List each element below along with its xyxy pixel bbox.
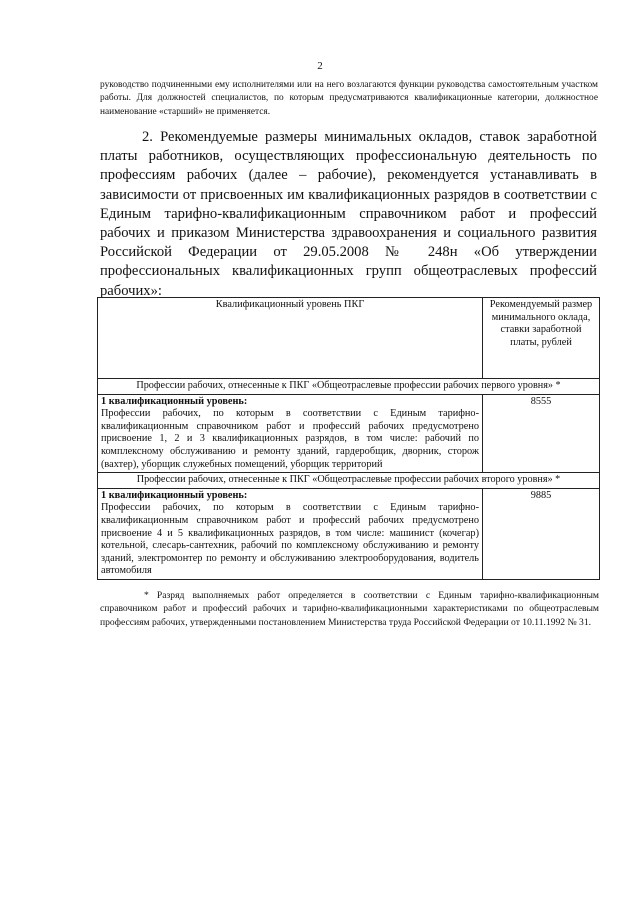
salary-value: 9885 (483, 488, 600, 579)
header-level: Квалификационный уровень ПКГ (98, 298, 483, 379)
salary-value: 8555 (483, 394, 600, 473)
intro-paragraph: руководство подчиненными ему исполнителями или на него возлагаются функции руководства самостоятельным участком работы. Для должностей специалистов, по которым предусматриваются квалификационные категории, должностное наименование «старший» не применяется. (100, 80, 598, 117)
level-description: Профессии рабочих, по которым в соответствии с Единым тарифно-квалификационным справочником работ и профессий рабочих предусмотрено присвоение 1, 2 и 3 квалификационных разрядов, в том числе: рабочий по комплексному обслуживанию и ремонту зданий, гардеробщик, дворник, сторож (вахтер), уборщик служебных помещений, уборщик территорий (101, 408, 479, 470)
group-title-2: Профессии рабочих, отнесенные к ПКГ «Общеотраслевые профессии рабочих второго уровня» * (98, 473, 600, 489)
level-description: Профессии рабочих, по которым в соответствии с Единым тарифно-квалификационным справочником работ и профессий рабочих предусмотрено присвоение 4 и 5 квалификационных разрядов, в том числе: машинист (кочегар) котельной, слесарь-сантехник, рабочий по комплексному обслуживанию и ремонту зданий, электромонтер по ремонту и обслуживанию электрооборудования, водитель автомобиля (101, 502, 479, 577)
header-salary: Рекомендуемый размер минимального оклада, ставки заработной платы, рублей (483, 298, 600, 379)
group-title-1: Профессии рабочих, отнесенные к ПКГ «Общеотраслевые профессии рабочих первого уровня» * (98, 379, 600, 395)
level-description-cell (98, 488, 483, 579)
group-title-row (98, 473, 600, 489)
salary-table (97, 297, 600, 580)
table-row (98, 394, 600, 473)
level-description-cell (98, 394, 483, 473)
table-row (98, 488, 600, 579)
group-title-row (98, 379, 600, 395)
level-label: 1 квалификационный уровень: (101, 489, 248, 501)
level-label: 1 квалификационный уровень: (101, 395, 248, 407)
table-header-row (98, 298, 600, 379)
page-number: 2 (317, 60, 323, 72)
paragraph-2: 2. Рекомендуемые размеры минимальных окладов, ставок заработной платы работников, осуществляющих профессиональную деятельность по профессиям рабочих (далее – рабочие), рекомендуется устанавливать в зависимости от присвоенных им квалификационных разрядов в соответствии с Единым тарифно-квалификационным справочником работ и профессий рабочих и приказом Министерства здравоохранения и социального развития Российской Федерации от 29.05.2008 № 248н «Об утверждении профессиональных квалификационных групп общеотраслевых профессий рабочих»: (100, 129, 597, 299)
footnote: * Разряд выполняемых работ определяется в соответствии с Единым тарифно-квалификационным справочником работ и профессий рабочих и тарифно-квалификационными характеристиками по общеотраслевым профессиям рабочих, утвержденными постановлением Министерства труда Российской Федерации от 10.11.1992 № 31. (100, 590, 599, 628)
